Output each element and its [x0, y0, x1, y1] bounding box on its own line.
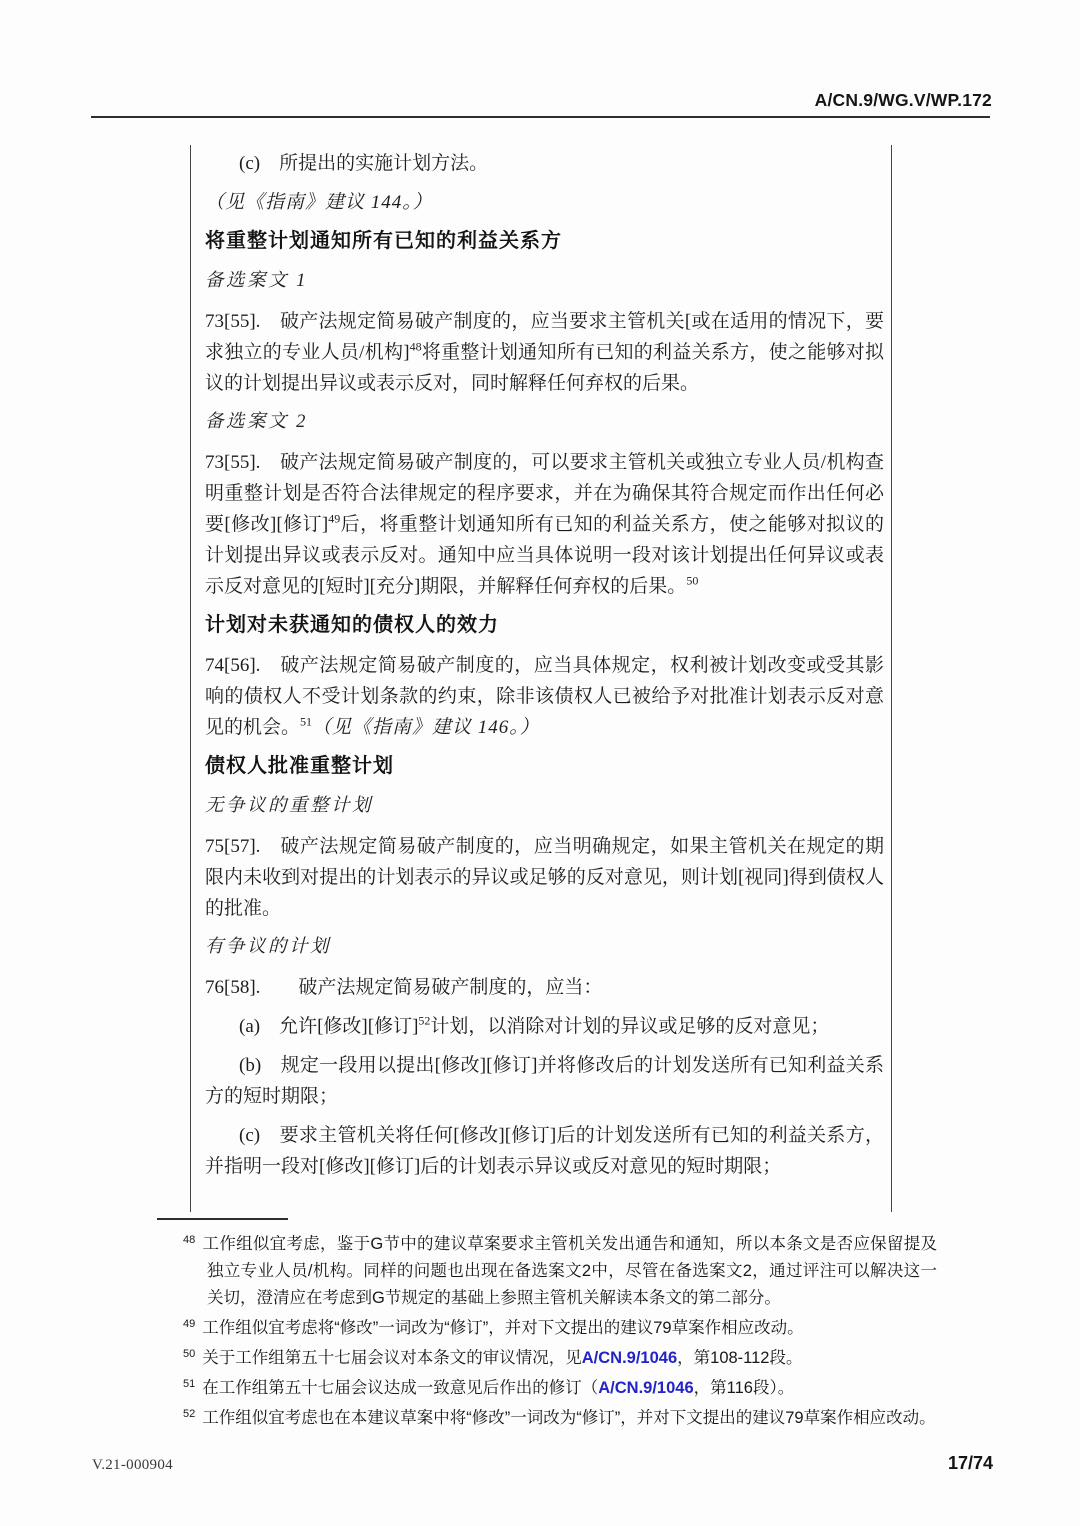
text-run: 工作组似宜考虑将“修改”一词改为“修订”，并对下文提出的建议79草案作相应改动。 [202, 1319, 804, 1337]
footnote-number: 49 [183, 1317, 196, 1330]
section-heading-effect-on-creditors [205, 610, 884, 641]
list-item-76b [205, 1050, 884, 1112]
content-area [190, 145, 892, 1212]
text-run: 无争议的重整计划 [205, 796, 374, 816]
alternative-text-1-label [205, 266, 884, 297]
alternative-text-2-label [205, 407, 884, 438]
text-run: 74[56]. 破产法规定简易破产制度的，应当具体规定，权利被计划改变或受其影响的债权人不受计划条款的约束，除非该债权人已被给予对批准计划表示反对意见的机会。 [205, 655, 884, 738]
footnote-number: 51 [183, 1377, 196, 1390]
subhead-contested-plan [205, 932, 884, 963]
text-run: （见《指南》建议 146。） [312, 717, 540, 738]
list-item-76a [205, 1011, 884, 1042]
list-item-76c [205, 1120, 884, 1182]
footnote-ref: 50 [686, 573, 699, 588]
text-run: 关于工作组第五十七届会议对本条文的审议情况，见 [202, 1349, 582, 1367]
footnote-ref: 48 [409, 339, 422, 354]
page-number: 17/74 [947, 1453, 993, 1473]
footnote-ref: 49 [328, 511, 341, 526]
job-number: V.21-000904 [92, 1457, 173, 1473]
text-run: (c) 所提出的实施计划方法。 [239, 153, 489, 174]
footnotes [183, 1231, 937, 1435]
header-rule [91, 116, 990, 118]
list-item-c [205, 148, 884, 179]
text-run: 将重整计划通知所有已知的利益关系方，使之能够对拟议的计划提出异议或表示反对，同时解释任何弃权的后果。 [205, 342, 884, 394]
footnote-ref: 51 [300, 714, 313, 729]
text-run: 在工作组第五十七届会议达成一致意见后作出的修订（ [202, 1379, 599, 1397]
text-run: 计划对未获通知的债权人的效力 [205, 614, 499, 636]
text-run: ，第116段）。 [693, 1379, 795, 1397]
text-run: 债权人批准重整计划 [205, 755, 394, 777]
paragraph-73-55-alt2 [205, 447, 884, 602]
text-run: (b) 规定一段用以提出[修改][修订]并将修改后的计划发送所有已知利益关系方的短时期限； [205, 1055, 884, 1107]
footnote-separator [157, 1218, 288, 1220]
text-run: 计划，以消除对计划的异议或足够的反对意见； [430, 1016, 830, 1037]
document-link[interactable]: A/CN.9/1046 [598, 1379, 694, 1397]
footnote-number: 48 [183, 1233, 196, 1246]
document-link[interactable]: A/CN.9/1046 [581, 1349, 678, 1367]
text-run: (a) 允许[修改][修订] [239, 1016, 419, 1037]
text-run: (c) 要求主管机关将任何[修改][修订]后的计划发送所有已知的利益关系方，并指明一段对[修改][修订]后的计划表示异议或反对意见的短时期限； [205, 1125, 884, 1177]
text-run: 后，将重整计划通知所有已知的利益关系方，使之能够对拟议的计划提出异议或表示反对。通知中应当具体说明一段对该计划提出任何异议或表示反对意见的[短时][充分]期限，并解释任何弃权的后果。 [205, 514, 884, 597]
text-run: 有争议的计划 [205, 937, 332, 957]
section-heading-creditor-approval [205, 751, 884, 782]
footnote-number: 52 [183, 1407, 196, 1420]
footnote-51 [183, 1375, 937, 1402]
paragraph-75-57 [205, 831, 884, 924]
text-run: 75[57]. 破产法规定简易破产制度的，应当明确规定，如果主管机关在规定的期限内未收到对提出的计划表示的异议或足够的反对意见，则计划[视同]得到债权人的批准。 [205, 836, 884, 919]
paragraph-76-58-intro [205, 972, 884, 1003]
section-heading-notify-plan [205, 226, 884, 257]
text-run: ，第108-112段。 [677, 1349, 803, 1367]
paragraph-74-56 [205, 650, 884, 743]
text-run: 73[55]. 破产法规定简易破产制度的，应当要求主管机关[或在适用的情况下，要求独立的专业人员/机构] [205, 311, 884, 363]
text-run: 76[58]. 破产法规定简易破产制度的，应当： [205, 977, 603, 998]
text-run: 工作组似宜考虑，鉴于G节中的建议草案要求主管机关发出通告和通知，所以本条文是否应保留提及独立专业人员/机构。同样的问题也出现在备选案文2中，尽管在备选案文2，通过评注可以解决这一关切，澄清应在考虑到G节规定的基础上参照主管机关解读本条文的第二部分。 [202, 1235, 937, 1307]
text-run: 工作组似宜考虑也在本建议草案中将“修改”一词改为“修订”，并对下文提出的建议79草案作相应改动。 [202, 1409, 936, 1427]
document-symbol: A/CN.9/WG.V/WP.172 [814, 90, 992, 110]
text-run: 备选案文 2 [205, 412, 308, 432]
subhead-uncontested-plan [205, 791, 884, 822]
guide-reference-note [205, 187, 884, 218]
footnote-48 [183, 1231, 937, 1312]
footnote-number: 50 [183, 1347, 196, 1360]
text-run: 73[55]. 破产法规定简易破产制度的，可以要求主管机关或独立专业人员/机构查明重整计划是否符合法律规定的程序要求，并在为确保其符合规定而作出任何必要[修改][修订] [205, 452, 884, 535]
text-run: 将重整计划通知所有已知的利益关系方 [205, 230, 562, 252]
footnote-ref: 52 [418, 1013, 431, 1028]
footnote-52 [183, 1405, 937, 1432]
text-run: （见《指南》建议 144。） [205, 192, 433, 213]
paragraph-73-55-alt1 [205, 306, 884, 399]
footnote-49 [183, 1315, 937, 1342]
footnote-50 [183, 1345, 937, 1372]
text-run: 备选案文 1 [205, 271, 308, 291]
